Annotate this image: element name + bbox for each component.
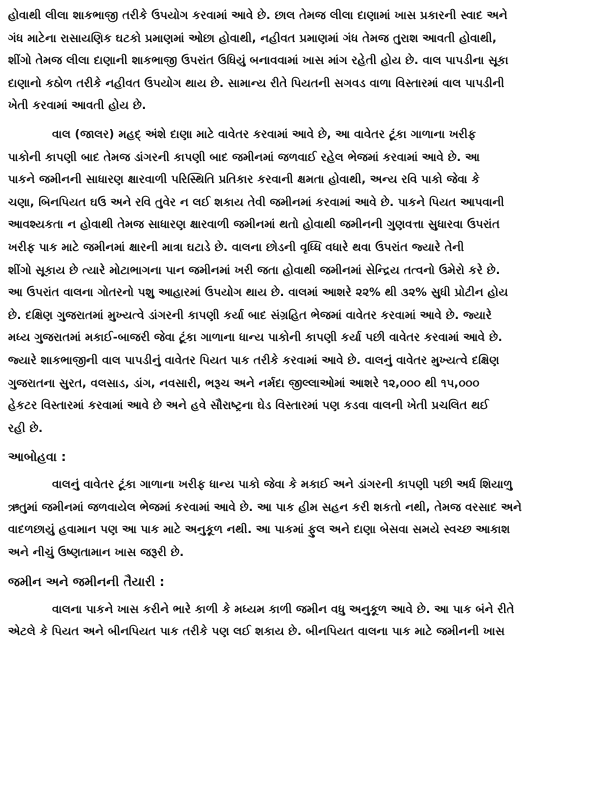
text-line: ગુજરાતના સુરત, વલસાડ, ડાંગ, નવસારી, ભરૂચ અને નર્મદા જીલ્લાઓમાં આશરે ૧૨,૦૦૦ થી ૧૫,૦૦૦ <box>8 375 480 390</box>
text-line: ખરીફ પાક માટે જમીનમાં ક્ષારની માત્રા ઘટાડે છે. વાલના છોડની વૃધ્ધિ વધારે થવા ઉપરાંત જ્યારે તેની <box>8 239 465 254</box>
paragraph-val-cultivation <box>8 123 585 439</box>
text-line: હેકટર વિસ્તારમાં કરવામાં આવે છે અને હવે સૌરાષ્ટ્રના ઘેડ વિસ્તારમાં પણ કડવા વાલની ખેતી પ્રચલિત થઈ <box>8 398 489 413</box>
text-line: વાલ (જાલર) મહદ્ અંશે દાણા માટે વાવેતર કરવામાં આવે છે, આ વાવેતર ટૂંકા ગાળાના ખરીફ <box>52 126 477 141</box>
text-line: આવશ્યકતા ન હોવાથી તેમજ સાધારણ ક્ષારવાળી જમીનમાં થતો હોવાથી જમીનની ગુણવત્તા સુધારવા ઉપરાંત <box>8 217 500 232</box>
text-line: દાણાનો કઠોળ તરીકે નહીવત ઉપયોગ થાય છે. સામાન્ય રીતે પિયતની સગવડ વાળા વિસ્તારમાં વાલ પાપડીની <box>8 75 505 90</box>
text-line: એટલે કે પિયત અને બીનપિયત પાક તરીકે પણ લઈ શકાય છે. બીનપિયત વાલના પાક માટે જમીનની ખાસ <box>8 624 505 639</box>
paragraph-climate <box>8 473 585 563</box>
text-line: શીંગો તેમજ લીલા દાણાની શાકભાજી ઉપરાંત ઉધિયું બનાવવામાં ખાસ માંગ રહેતી હોય છે. વાલ પાપડીના સૂકા <box>8 53 509 68</box>
section-heading-soil: જમીન અને જમીનની તૈયારી : <box>8 573 165 589</box>
paragraph-soil <box>8 598 585 643</box>
text-line: છે. દક્ષિણ ગુજરાતમાં મુખ્યત્વે ડાંગરની કાપણી કર્યા બાદ સંગ્રહિત ભેજમાં વાવેતર કરવામાં આવે છે. જ્યારે <box>8 307 492 322</box>
text-line: ચણા, બિનપિયત ઘઉ અને રવિ તુવેર ન લઈ શકાય તેવી જમીનમાં કરવામાં આવે છે. પાકને પિયત આપવાની <box>8 194 505 209</box>
paragraph-intro <box>8 4 585 117</box>
text-line: જ્યારે શાકભાજીની વાલ પાપડીનું વાવેતર પિયત પાક તરીકે કરવામાં આવે છે. વાલનું વાવેતર મુખ્યત્વે દક્ષિણ <box>8 352 500 367</box>
text-line: વાદળછાયું હવામાન પણ આ પાક માટે અનુકૂળ નથી. આ પાકમાં ફુલ અને દાણા બેસવા સમયે સ્વચ્છ આકાશ <box>8 522 511 537</box>
text-line: પાકોની કાપણી બાદ તેમજ ડાંગરની કાપણી બાદ જમીનમાં જળવાઈ રહેલ ભેજમાં કરવામાં આવે છે. આ <box>8 149 480 164</box>
section-heading-climate: આબોહવા : <box>8 449 67 465</box>
text-line: મધ્ય ગુજરાતમાં મકાઈ-બાજરી જેવા ટૂંકા ગાળાના ધાન્ય પાકોની કાપણી કર્યા પછી વાવેતર કરવામાં આવે છે. <box>8 330 503 345</box>
text-line: વાલનું વાવેતર ટૂંકા ગાળાના ખરીફ ધાન્ય પાકો જેવા કે મકાઈ અને ડાંગરની કાપણી પછી અર્ધ શિયાળુ <box>52 477 513 492</box>
text-line: આ ઉપરાંત વાલના ગોતરનો પશુ આહારમાં ઉપયોગ થાય છે. વાલમાં આશરે ૨૨% થી ૩૨% સુધી પ્રોટીન હોય <box>8 285 509 300</box>
text-line: ઋતુમાં જમીનમાં જળવાયેલ ભેજમાં કરવામાં આવે છે. આ પાક હીમ સહન કરી શકતો નથી, તેમજ વરસાદ અને <box>8 499 522 514</box>
text-line: શીંગો સૂકાય છે ત્યારે મોટાભાગના પાન જમીનમાં ખરી જતા હોવાથી જમીનમાં સેન્દ્રિય તત્વનો ઉમેરો કરે છે. <box>8 262 501 277</box>
text-line: ગંધ માટેના રાસાયણિક ઘટકો પ્રમાણમાં ઓછા હોવાથી, નહીવત પ્રમાણમાં ગંધ તેમજ તુરાશ આવતી હોવાથી, <box>8 30 497 45</box>
text-line: હોવાથી લીલા શાકભાજી તરીકે ઉપયોગ કરવામાં આવે છે. છાલ તેમજ લીલા દાણામાં ખાસ પ્રકારની સ્વાદ અને <box>8 8 508 22</box>
text-line: ખેતી કરવામાં આવતી હોય છે. <box>8 98 147 113</box>
text-line: અને નીચું ઉષ્ણતામાન ખાસ જરૂરી છે. <box>8 545 184 560</box>
text-line: વાલના પાકને ખાસ કરીને ભારે કાળી કે મધ્યમ કાળી જમીન વધુ અનુકૂળ આવે છે. આ પાક બંને રીતે <box>52 601 515 616</box>
text-line: રહી છે. <box>8 420 43 435</box>
text-line: પાકને જમીનની સાધારણ ક્ષારવાળી પરિસ્થિતિ પ્રતિકાર કરવાની ક્ષમતા હોવાથી, અન્ય રવિ પાકો જેવા કે <box>8 172 480 187</box>
